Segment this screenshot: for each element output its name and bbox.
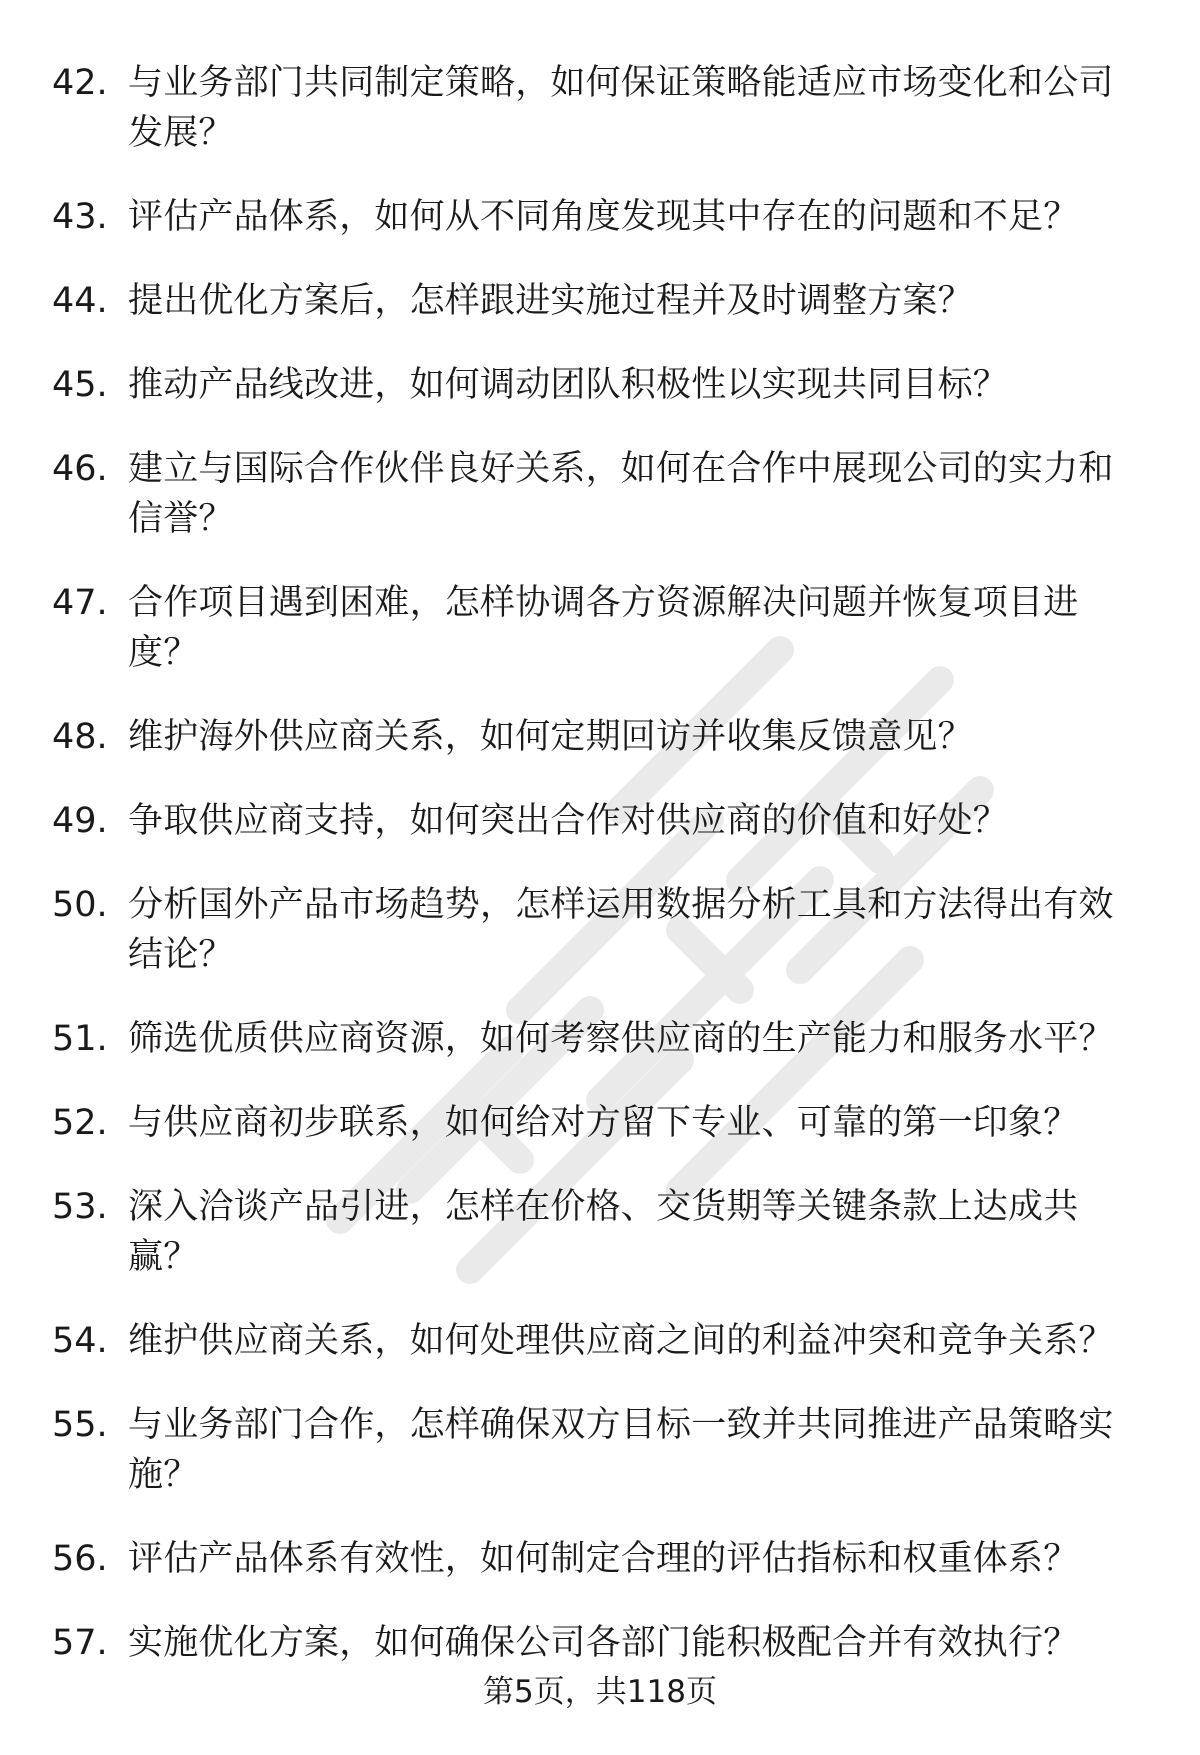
- question-text: 与业务部门合作，怎样确保双方目标一致并共同推进产品策略实施？: [128, 1405, 1114, 1495]
- question-number: 43.: [52, 197, 108, 237]
- question-text: 实施优化方案，如何确保公司各部门能积极配合并有效执行？: [128, 1623, 1079, 1663]
- question-number: 57.: [52, 1623, 108, 1663]
- question-item: [0, 578, 1200, 678]
- question-item: [0, 880, 1200, 980]
- question-text: 建立与国际合作伙伴良好关系，如何在合作中展现公司的实力和信誉？: [128, 449, 1114, 539]
- question-list: [0, 58, 1200, 1702]
- question-text: 提出优化方案后，怎样跟进实施过程并及时调整方案？: [128, 281, 973, 321]
- question-text: 评估产品体系有效性，如何制定合理的评估指标和权重体系？: [128, 1539, 1079, 1579]
- page-number-footer: 第5页，共118页: [483, 1674, 717, 1710]
- question-text: 争取供应商支持，如何突出合作对供应商的价值和好处？: [128, 801, 1009, 841]
- question-number: 56.: [52, 1539, 108, 1579]
- question-item: [0, 1014, 1200, 1064]
- question-text: 推动产品线改进，如何调动团队积极性以实现共同目标？: [128, 365, 1009, 405]
- question-item: [0, 1534, 1200, 1584]
- question-number: 51.: [52, 1019, 108, 1059]
- question-item: [0, 1098, 1200, 1148]
- question-item: [0, 58, 1200, 158]
- question-item: [0, 712, 1200, 762]
- question-text: 评估产品体系，如何从不同角度发现其中存在的问题和不足？: [128, 197, 1079, 237]
- question-text: 维护供应商关系，如何处理供应商之间的利益冲突和竞争关系？: [128, 1321, 1114, 1361]
- question-number: 52.: [52, 1103, 108, 1143]
- question-item: [0, 1618, 1200, 1668]
- question-number: 54.: [52, 1321, 108, 1361]
- question-item: [0, 360, 1200, 410]
- question-item: [0, 1316, 1200, 1366]
- question-text: 维护海外供应商关系，如何定期回访并收集反馈意见？: [128, 717, 973, 757]
- question-number: 46.: [52, 449, 108, 489]
- question-number: 44.: [52, 281, 108, 321]
- question-number: 42.: [52, 63, 108, 103]
- question-item: [0, 796, 1200, 846]
- question-text: 与业务部门共同制定策略，如何保证策略能适应市场变化和公司发展？: [128, 63, 1114, 153]
- question-text: 分析国外产品市场趋势，怎样运用数据分析工具和方法得出有效结论？: [128, 885, 1114, 975]
- question-number: 55.: [52, 1405, 108, 1445]
- question-text: 合作项目遇到困难，怎样协调各方资源解决问题并恢复项目进度？: [128, 583, 1079, 673]
- question-number: 45.: [52, 365, 108, 405]
- question-item: [0, 276, 1200, 326]
- question-text: 与供应商初步联系，如何给对方留下专业、可靠的第一印象？: [128, 1103, 1079, 1143]
- question-item: [0, 1400, 1200, 1500]
- question-text: 筛选优质供应商资源，如何考察供应商的生产能力和服务水平？: [128, 1019, 1114, 1059]
- question-number: 50.: [52, 885, 108, 925]
- question-number: 53.: [52, 1187, 108, 1227]
- question-text: 深入洽谈产品引进，怎样在价格、交货期等关键条款上达成共赢？: [128, 1187, 1079, 1277]
- question-number: 48.: [52, 717, 108, 757]
- question-number: 49.: [52, 801, 108, 841]
- question-item: [0, 192, 1200, 242]
- question-item: [0, 444, 1200, 544]
- question-number: 47.: [52, 583, 108, 623]
- question-item: [0, 1182, 1200, 1282]
